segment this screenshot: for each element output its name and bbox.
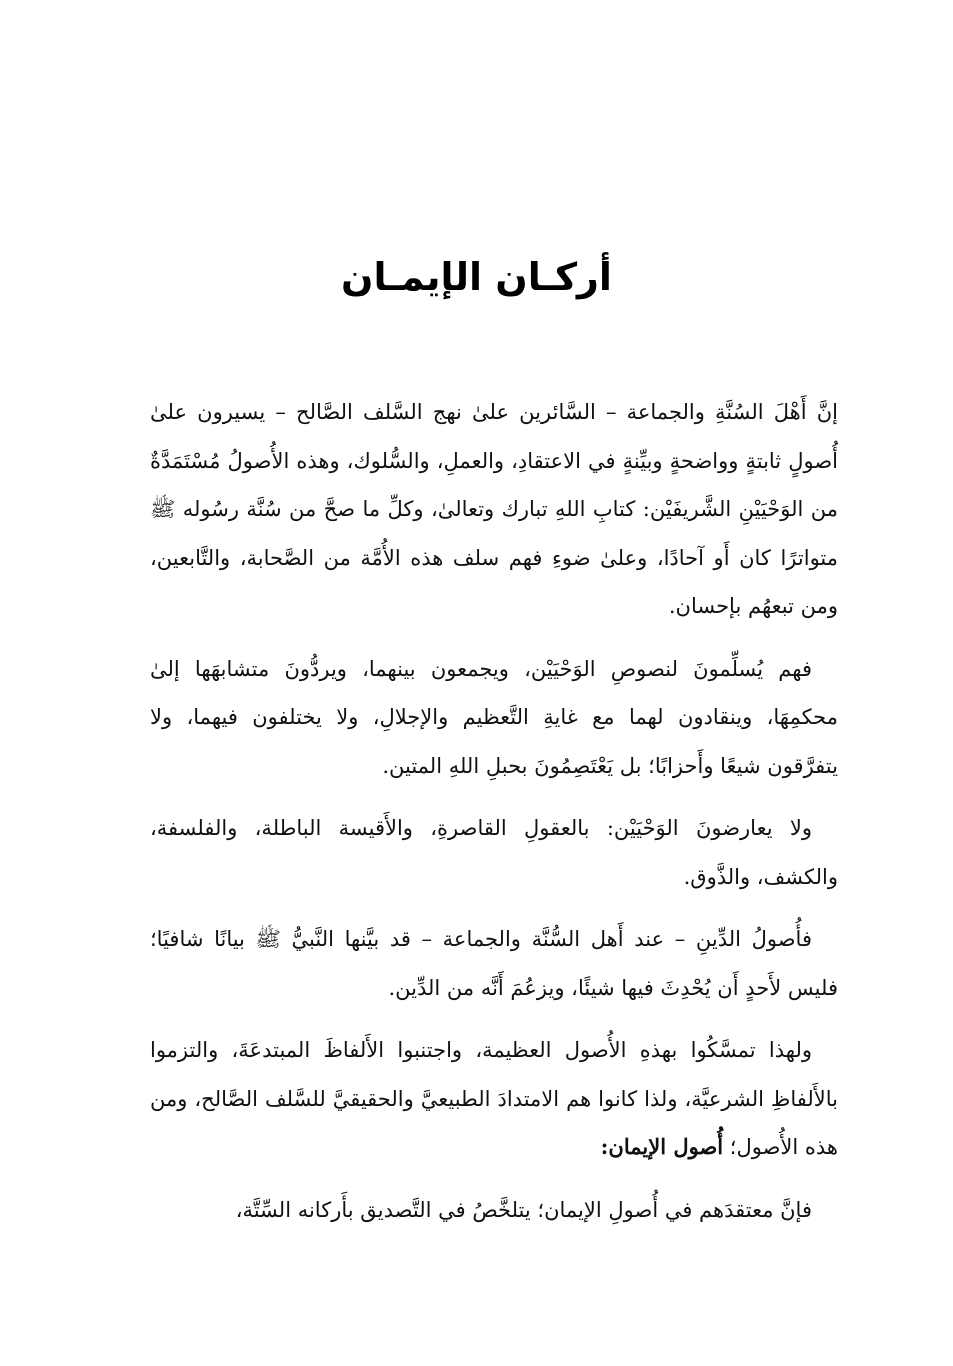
paragraph-6: فإنَّ معتقدَهم في أُصولِ الإيمان؛ يتلخَّصُ في التَّصديق بأَركانه السِّتَّة، <box>235 1197 812 1222</box>
document-body <box>150 388 838 1248</box>
emphasis-phrase: أُصول الإيمان: <box>600 1134 724 1159</box>
paragraph-2: فهم يُسلِّمونَ لنصوصِ الوَحْيَيْن، ويجمعون بينهما، ويردُّونَ متشابهَها إلىٰ محكمِهَا، وينقادون لهما مع غايةِ التَّعظيم والإجلالِ، ولا يختلفون فيهما، ولا يتفرَّقون شيعًا وأَحزابًا؛ بل يَعْتَصِمُونَ بحبلِ اللهِ المتين. <box>150 656 838 778</box>
page-title: أركـان الإيمـان <box>341 255 612 299</box>
paragraph-5-text: ولهذا تمسَّكُوا بهذهِ الأُصول العظيمة، واجتنبوا الأَلفاظَ المبتدعَةَ، والتزموا بالأَلفاظِ الشرعيَّة، ولذا كانوا هم الامتدادَ الطبيعيَّ والحقيقيَّ للسَّلف الصَّالح، ومن هذه الأُصول؛ <box>150 1038 838 1159</box>
paragraph-3: ولا يعارضونَ الوَحْيَيْن: بالعقولِ القاصرةِ، والأَقيسة الباطلة، والفلسفة، والكشف، والذَّوق. <box>150 816 838 889</box>
paragraph-4: فأُصولُ الدِّينِ – عند أَهل السُّنَّة والجماعة – قد بيَّنها النَّبيُّ ﷺ بيانًا شافيًا؛ فليس لأَحدٍ أَن يُحْدِثَ فيها شيئًا، ويزعُمَ أَنَّه من الدِّين. <box>150 927 838 1000</box>
paragraph-1: إنَّ أَهْلَ السُنَّةِ والجماعة – السَّائرين علىٰ نهج السَّلف الصَّالح – يسيرون علىٰ أُصولٍ ثابتةٍ وواضحةٍ وبيِّنةٍ في الاعتقادِ، والعملِ، والسُّلوك، وهذه الأُصولُ مُسْتَمَدَّةٌ من الوَحْيَيْنِ الشَّريفَيْن: كتابِ اللهِ تبارك وتعالىٰ، وكلِّ ما صحَّ من سُنَّة رسُوله ﷺ متواترًا كان أَو آحادًا، وعلىٰ ضوءِ فهم سلف هذه الأُمَّة من الصَّحابة، والتَّابعين، ومن تبعهُم بإحسان. <box>150 400 838 618</box>
paragraph-5 <box>150 1026 838 1172</box>
